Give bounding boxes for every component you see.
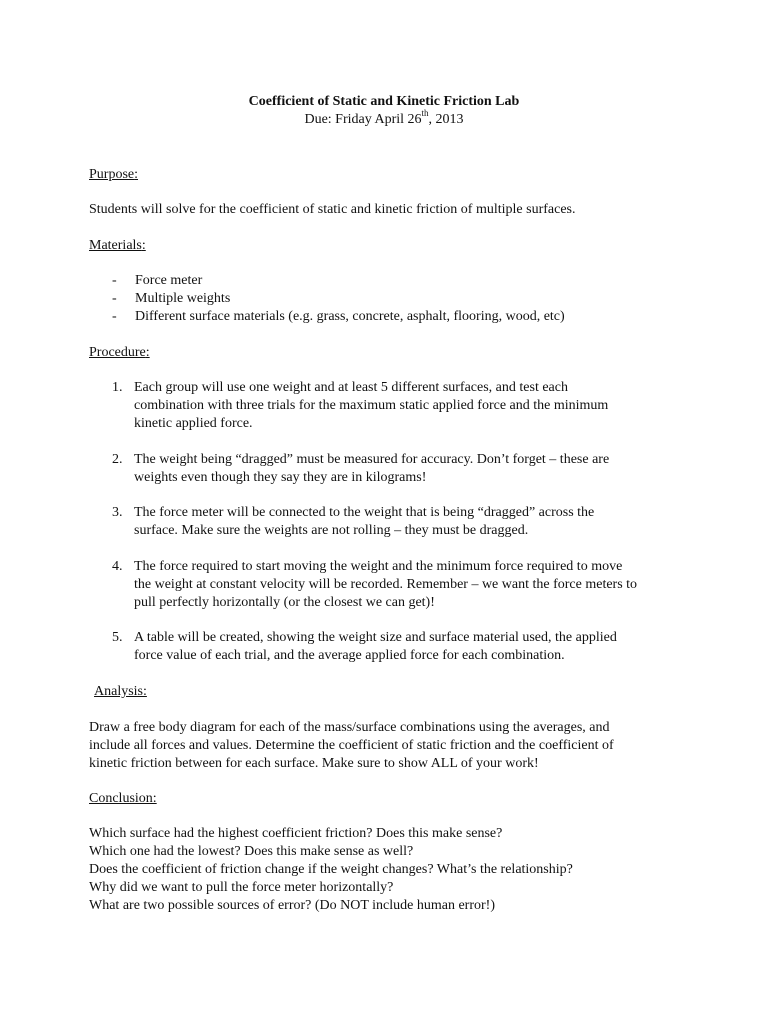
procedure-step-item	[112, 558, 692, 612]
step-text	[134, 379, 692, 433]
step-text	[134, 629, 692, 665]
step-line: kinetic applied force.	[134, 416, 253, 431]
step-number: 1.	[112, 380, 123, 395]
step-line: pull perfectly horizontally (or the closest we can get)!	[134, 595, 435, 610]
step-number: 5.	[112, 630, 123, 645]
step-number: 4.	[112, 559, 123, 574]
procedure-heading	[89, 344, 150, 362]
purpose-text: Students will solve for the coefficient of static and kinetic friction of multiple surfaces.	[89, 202, 576, 217]
purpose-heading	[89, 166, 138, 184]
materials-item-text: Force meter	[135, 273, 203, 288]
conclusion-heading: Conclusion:	[89, 791, 157, 806]
step-line: The force required to start moving the weight and the minimum force required to move	[134, 559, 623, 574]
analysis-line: include all forces and values. Determine the coefficient of static friction and the coefficient of	[89, 738, 614, 753]
materials-list-item	[112, 308, 565, 326]
step-line: combination with three trials for the maximum static applied force and the minimum	[134, 398, 609, 413]
step-text	[134, 504, 692, 540]
step-line: weights even though they say they are in kilograms!	[134, 470, 427, 485]
materials-list	[112, 272, 565, 326]
procedure-step-item	[112, 379, 692, 433]
procedure-step	[112, 558, 692, 612]
procedure-step-item	[112, 629, 692, 665]
conclusion-question: Does the coefficient of friction change if the weight changes? What’s the relationship?	[89, 862, 573, 877]
due-date	[0, 108, 768, 129]
procedure-heading-colon: :	[145, 345, 150, 360]
step-number: 2.	[112, 452, 123, 467]
procedure-step	[112, 451, 692, 487]
conclusion-question: Why did we want to pull the force meter horizontally?	[89, 880, 394, 895]
step-line: surface. Make sure the weights are not rolling – they must be dragged.	[134, 523, 529, 538]
materials-heading	[89, 237, 146, 255]
analysis-line: kinetic friction between for each surface. Make sure to show ALL of your work!	[89, 756, 539, 771]
due-date-prefix: Due: Friday April 26	[304, 112, 422, 127]
due-date-suffix: , 2013	[428, 112, 464, 127]
analysis-text	[89, 719, 689, 773]
step-line: The weight being “dragged” must be measured for accuracy. Don’t forget – these are	[134, 452, 610, 467]
materials-heading-colon: :	[141, 238, 146, 253]
procedure-step	[112, 629, 692, 665]
document-title: Coefficient of Static and Kinetic Friction Lab	[248, 94, 520, 109]
step-number: 3.	[112, 505, 123, 520]
conclusion-question: Which one had the lowest? Does this make sense as well?	[89, 844, 414, 859]
procedure-step-item	[112, 504, 692, 540]
procedure-heading-label: Procedure	[89, 345, 146, 360]
materials-list-item	[112, 290, 565, 308]
bullet-dash: -	[112, 309, 117, 324]
step-text	[134, 451, 692, 487]
conclusion-question: Which surface had the highest coefficient friction? Does this make sense?	[89, 826, 503, 841]
materials-heading-label: Materials	[89, 238, 142, 253]
materials-item-text: Different surface materials (e.g. grass, concrete, asphalt, flooring, wood, etc)	[135, 309, 565, 324]
materials-list-item	[112, 272, 565, 290]
conclusion-question: What are two possible sources of error? (Do NOT include human error!)	[89, 898, 495, 913]
bullet-dash: -	[112, 291, 117, 306]
purpose-heading-label: Purpose	[89, 167, 135, 182]
step-text	[134, 558, 692, 612]
procedure-step	[112, 379, 692, 433]
analysis-heading-label: Analysis	[94, 684, 143, 699]
procedure-step	[112, 504, 692, 540]
purpose-heading-colon: :	[134, 167, 139, 182]
bullet-dash: -	[112, 273, 117, 288]
materials-item-text: Multiple weights	[135, 291, 231, 306]
analysis-heading-colon: :	[143, 684, 147, 699]
procedure-step-item	[112, 451, 692, 487]
analysis-heading	[94, 683, 147, 701]
analysis-line: Draw a free body diagram for each of the mass/surface combinations using the averages, and	[89, 720, 610, 735]
conclusion-questions	[89, 825, 689, 915]
step-line: The force meter will be connected to the weight that is being “dragged” across the	[134, 505, 595, 520]
step-line: A table will be created, showing the weight size and surface material used, the applied	[134, 630, 617, 645]
due-date-ordinal: th	[421, 108, 429, 119]
step-line: the weight at constant velocity will be recorded. Remember – we want the force meters to	[134, 577, 638, 592]
step-line: force value of each trial, and the average applied force for each combination.	[134, 648, 565, 663]
step-line: Each group will use one weight and at least 5 different surfaces, and test each	[134, 380, 568, 395]
